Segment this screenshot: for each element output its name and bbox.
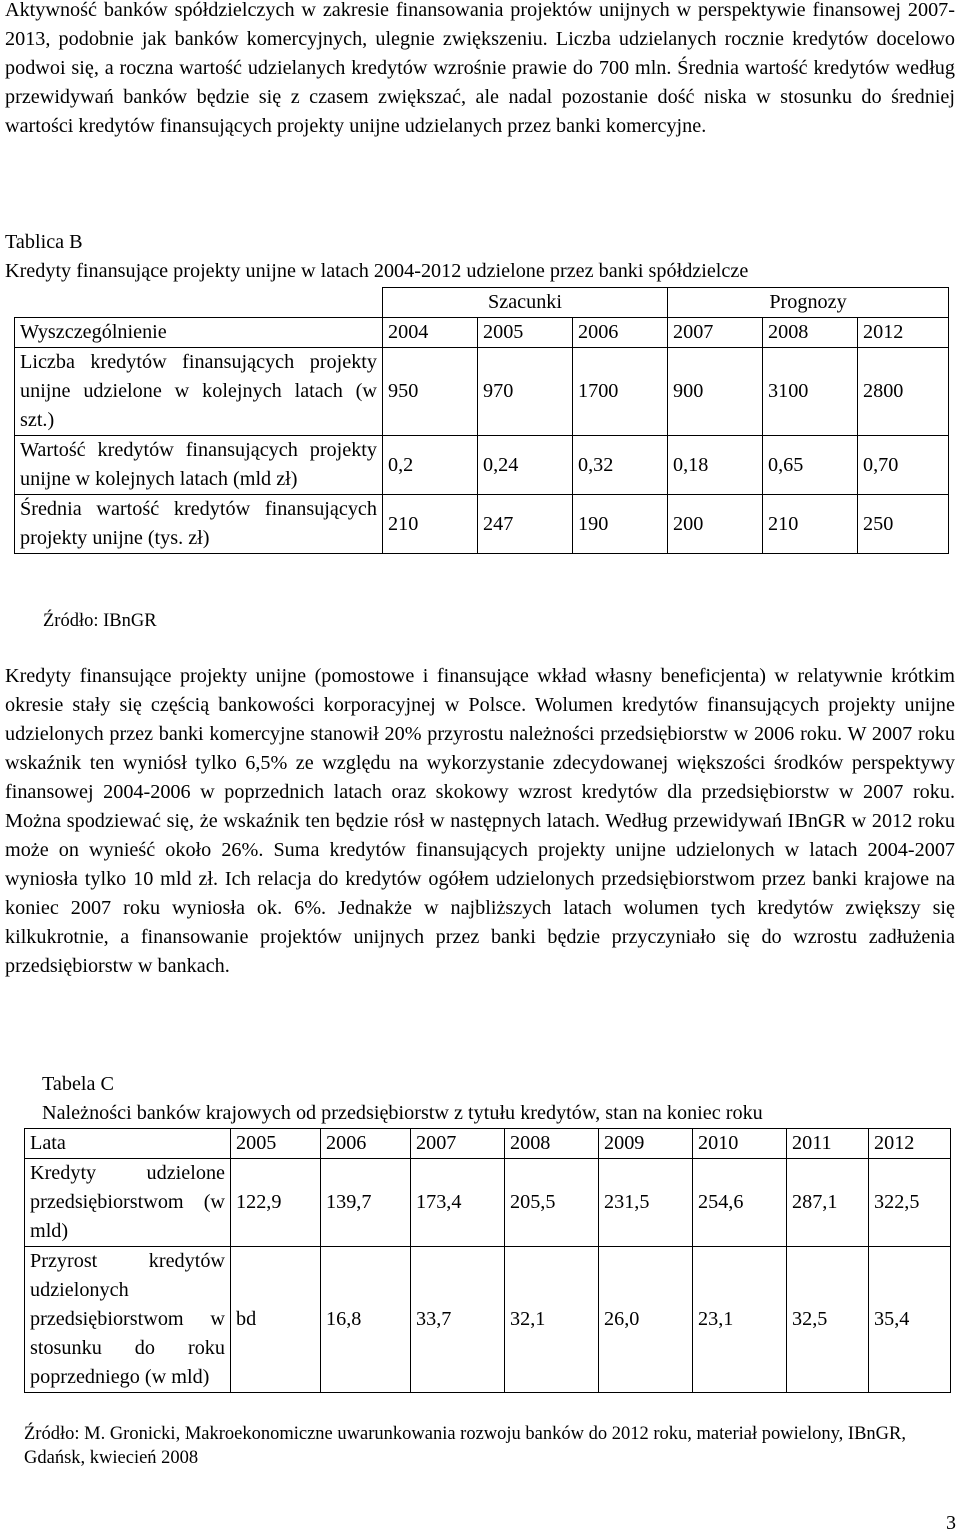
table-b-forecast-header: Prognozy <box>668 288 949 318</box>
table-cell: 190 <box>573 495 668 554</box>
table-cell: 0,2 <box>383 436 478 495</box>
table-b-row-label: Wartość kredytów finansujących projekty unijne w kolejnych latach (mld zł) <box>15 436 383 495</box>
table-b-row-header: Wyszczególnienie <box>15 318 383 348</box>
table-cell: 210 <box>763 495 858 554</box>
table-cell: 900 <box>668 348 763 436</box>
table-row <box>25 1247 951 1393</box>
table-c-year: 2010 <box>693 1129 787 1159</box>
table-b-row-label: Liczba kredytów finansujących projekty unijne udzielone w kolejnych latach (w szt.) <box>15 348 383 436</box>
table-b-source: Źródło: IBnGR <box>43 611 157 631</box>
table-cell: 3100 <box>763 348 858 436</box>
table-cell: 254,6 <box>693 1159 787 1247</box>
table-cell: 33,7 <box>411 1247 505 1393</box>
table-b-row-label: Średnia wartość kredytów finansujących projekty unijne (tys. zł) <box>15 495 383 554</box>
table-b-year: 2008 <box>763 318 858 348</box>
table-cell: 247 <box>478 495 573 554</box>
table-b-year: 2006 <box>573 318 668 348</box>
table-cell: 287,1 <box>787 1159 869 1247</box>
table-b <box>14 287 949 554</box>
table-cell: 231,5 <box>599 1159 693 1247</box>
table-cell: 200 <box>668 495 763 554</box>
table-b-group-row <box>15 288 949 318</box>
page-number: 3 <box>946 1512 956 1534</box>
table-cell: 0,24 <box>478 436 573 495</box>
table-cell: 322,5 <box>869 1159 951 1247</box>
table-c-row-header: Lata <box>25 1129 231 1159</box>
table-c-year: 2011 <box>787 1129 869 1159</box>
table-b-empty-cell <box>15 288 383 318</box>
table-cell: 1700 <box>573 348 668 436</box>
table-c-row-label: Przyrost kredytów udzielonych przedsiębiorstwom w stosunku do roku poprzedniego (w mld) <box>25 1247 231 1393</box>
table-cell: 970 <box>478 348 573 436</box>
table-c-title: Należności banków krajowych od przedsiębiorstw z tytułu kredytów, stan na koniec roku <box>42 1102 763 1124</box>
table-cell: 250 <box>858 495 949 554</box>
table-cell: bd <box>231 1247 321 1393</box>
table-c-year: 2009 <box>599 1129 693 1159</box>
table-cell: 950 <box>383 348 478 436</box>
table-c <box>24 1128 951 1393</box>
table-cell: 32,1 <box>505 1247 599 1393</box>
table-row <box>15 495 949 554</box>
table-cell: 0,70 <box>858 436 949 495</box>
table-cell: 122,9 <box>231 1159 321 1247</box>
table-cell: 26,0 <box>599 1247 693 1393</box>
table-cell: 139,7 <box>321 1159 411 1247</box>
table-b-year: 2005 <box>478 318 573 348</box>
table-c-year: 2006 <box>321 1129 411 1159</box>
body-paragraph: Kredyty finansujące projekty unijne (pomostowe i finansujące wkład własny beneficjenta) w relatywnie krótkim okresie stały się częścią bankowości korporacyjnej w Polsce. Wolumen kredytów finansujących projekty unijne udzielonych przez banki komercyjne stanowił 20% przyrostu należności przedsiębiorstw w 2006 roku. W 2007 roku wskaźnik ten wyniósł tylko 6,5% ze względu na wykorzystanie zdecydowanej większości środków perspektywy finansowej 2004-2006 w poprzednich latach oraz skokowy wzrost kredytów dla przedsiębiorstw w 2007 roku. Można spodziewać się, że wskaźnik ten będzie rósł w następnych latach. Według przewidywań IBnGR w 2012 roku może on wynieść około 26%. Suma kredytów finansujących projekty unijne udzielonych w latach 2004-2007 wyniosła tylko 10 mld zł. Ich relacja do kredytów ogółem udzielonych przedsiębiorstwom przez banki krajowe na koniec 2007 roku wyniosła ok. 6%. Jednakże w najbliższych latach wolumen tych kredytów zwiększy się kilkukrotnie, a finansowanie projektów unijnych przez banki będzie przyczyniało się do wzrostu zadłużenia przedsiębiorstw w bankach. <box>5 665 955 977</box>
table-row <box>15 348 949 436</box>
table-cell: 173,4 <box>411 1159 505 1247</box>
table-b-header-row <box>15 318 949 348</box>
table-c-row-label: Kredyty udzielone przedsiębiorstwom (w mld) <box>25 1159 231 1247</box>
table-cell: 32,5 <box>787 1247 869 1393</box>
table-c-year: 2007 <box>411 1129 505 1159</box>
table-row <box>15 436 949 495</box>
table-cell: 205,5 <box>505 1159 599 1247</box>
table-cell: 35,4 <box>869 1247 951 1393</box>
table-b-label: Tablica B <box>5 231 83 253</box>
table-c-year: 2005 <box>231 1129 321 1159</box>
table-b-title: Kredyty finansujące projekty unijne w latach 2004-2012 udzielone przez banki spółdzielcze <box>5 260 749 282</box>
table-cell: 2800 <box>858 348 949 436</box>
table-b-estimates-header: Szacunki <box>383 288 668 318</box>
table-b-year: 2007 <box>668 318 763 348</box>
intro-paragraph: Aktywność banków spółdzielczych w zakresie finansowania projektów unijnych w perspektywie finansowej 2007-2013, podobnie jak banków komercyjnych, ulegnie zwiększeniu. Liczba udzielanych rocznie kredytów docelowo podwoi się, a roczna wartość udzielanych kredytów wzrośnie prawie do 700 mln. Średnia wartość kredytów według przewidywań banków będzie się z czasem zwiększać, ale nadal pozostanie dość niska w stosunku do średniej wartości kredytów finansujących projekty unijne udzielanych przez banki komercyjne. <box>5 0 955 137</box>
table-c-source: Źródło: M. Gronicki, Makroekonomiczne uwarunkowania rozwoju banków do 2012 roku, materiał powielony, IBnGR, Gdańsk, kwiecień 2008 <box>24 1424 906 1468</box>
table-cell: 0,18 <box>668 436 763 495</box>
table-b-year: 2012 <box>858 318 949 348</box>
table-cell: 16,8 <box>321 1247 411 1393</box>
table-cell: 210 <box>383 495 478 554</box>
table-c-year: 2012 <box>869 1129 951 1159</box>
table-b-year: 2004 <box>383 318 478 348</box>
table-c-header-row <box>25 1129 951 1159</box>
table-c-label: Tabela C <box>42 1073 115 1095</box>
table-cell: 23,1 <box>693 1247 787 1393</box>
table-cell: 0,32 <box>573 436 668 495</box>
table-row <box>25 1159 951 1247</box>
table-c-year: 2008 <box>505 1129 599 1159</box>
table-cell: 0,65 <box>763 436 858 495</box>
